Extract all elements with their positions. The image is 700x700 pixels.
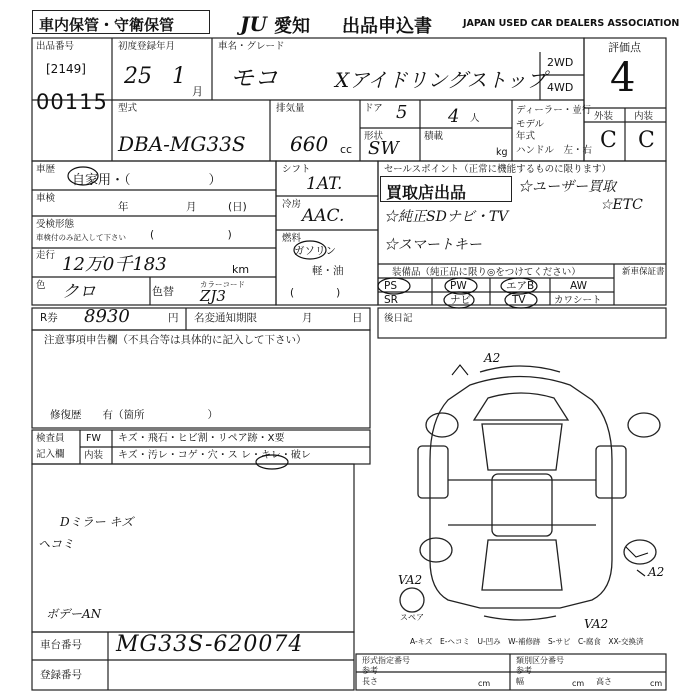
first-reg-month: 1 — [172, 64, 186, 89]
ju-logo: JU — [240, 12, 267, 36]
inspection-month: 月 — [186, 201, 197, 213]
fw-head: FW — [86, 433, 101, 444]
receive-label: 受検形態 — [36, 219, 75, 230]
org-name: 愛知 — [274, 16, 310, 37]
form-title: 出品申込書 — [342, 16, 432, 37]
cm-3: cm — [650, 679, 663, 688]
recycle-label: R券 — [40, 312, 58, 324]
warranty-label: 新車保証書 — [622, 267, 665, 277]
displacement-label: 排気量 — [276, 103, 305, 114]
interior-items: キズ・汚レ・コゲ・穴・ス レ・キレ・破レ — [118, 450, 311, 461]
fuel-v1: ガソリン — [294, 245, 336, 257]
model-value: DBA-MG33S — [118, 132, 246, 156]
month-unit: 月 — [192, 85, 203, 98]
fuel-label: 燃料 — [282, 233, 302, 244]
mileage-label: 走行 — [36, 250, 56, 261]
fw-items: キズ・飛石・ヒビ割・リペア跡・X要 — [118, 433, 285, 444]
equip-airbag: エアB — [506, 280, 535, 292]
hand-note-1: Dミラー キズ — [60, 515, 134, 529]
int-label: 内装 — [634, 111, 654, 122]
load-label: 積載 — [424, 131, 444, 142]
receive-sub: 車検付のみ記入して下さい — [36, 233, 126, 242]
history-value: 自家用・（ ） — [72, 173, 222, 188]
name-change-month: 月 — [302, 312, 313, 324]
owner-notes-label: 後日記 — [384, 313, 413, 324]
chassis-value: MG33S-620074 — [116, 632, 304, 657]
equip-aw: AW — [570, 280, 587, 292]
cm-2: cm — [572, 679, 585, 688]
color-value: クロ — [62, 282, 96, 302]
ext-grade: C — [600, 128, 617, 153]
inspection-year: 年 — [118, 201, 129, 213]
body-value: SW — [368, 138, 399, 159]
inspection-end: (日) — [228, 201, 247, 213]
equip-ps: PS — [384, 280, 397, 292]
ext-label: 外装 — [594, 111, 614, 122]
len-label: 長さ — [362, 677, 378, 686]
sales-highlight: 買取店出品 — [386, 183, 467, 202]
class-no-ref: 参考 — [516, 666, 532, 675]
form-title-en: JAPAN USED CAR DEALERS ASSOCIATION — [463, 18, 680, 29]
sales-note-2: ☆ETC — [600, 197, 643, 213]
equip-tv: TV — [512, 294, 526, 306]
hand-note-3: ボデーAN — [46, 607, 102, 621]
color-code-label: カラーコード — [200, 280, 245, 289]
inspection-label: 車検 — [36, 193, 56, 204]
width-label: 幅 — [516, 677, 524, 686]
rating-score: 4 — [610, 55, 636, 101]
inspector-label-1: 検査員 — [36, 433, 65, 444]
chassis-label: 車台番号 — [40, 639, 82, 651]
sales-highlight-box — [380, 176, 512, 202]
inspector-label-2: 記入欄 — [36, 449, 65, 460]
plate-label: 登録番号 — [40, 669, 82, 681]
recycle-value: 8930 — [84, 306, 130, 327]
doc-type: 車内保管・守衛保管 — [39, 16, 175, 34]
hand-note-2: ヘコミ — [38, 537, 75, 551]
car-grade: Xアイドリングストップ — [335, 68, 547, 92]
load-unit: kg — [496, 147, 508, 158]
receive-paren: ( ) — [150, 229, 232, 241]
model-label: 型式 — [118, 103, 138, 114]
doors-label: ドア — [364, 103, 383, 114]
displacement-value: 660 — [290, 132, 329, 156]
ac-value: AAC. — [302, 206, 345, 226]
dealer-label: ディーラー・並行 — [516, 105, 592, 116]
equip-pw: PW — [450, 280, 467, 292]
drive-4wd: 4WD — [547, 81, 574, 94]
spare-label: スペア — [400, 613, 424, 622]
lot-number: 00115 — [36, 90, 108, 114]
dealer-year-label: 年式 — [516, 131, 536, 142]
recycle-unit: 円 — [168, 312, 179, 324]
shift-label: シフト — [282, 164, 311, 175]
class-no-label: 類別区分番号 — [516, 656, 564, 665]
color-change-label: 色替 — [152, 285, 174, 298]
name-change-day: 日 — [352, 312, 363, 324]
lot-label: 出品番号 — [36, 41, 75, 52]
rating-label: 評価点 — [608, 41, 641, 54]
color-label: 色 — [36, 280, 46, 291]
damage-mark-front: A2 — [484, 351, 501, 365]
handle-label: ハンドル 左・右 — [516, 145, 593, 156]
name-change-label: 名変通知期限 — [194, 312, 257, 324]
damage-mark-rear: VA2 — [584, 617, 609, 631]
mileage-unit: km — [232, 263, 250, 276]
first-reg-year: 25 — [124, 64, 152, 89]
lot-code: [2149] — [46, 62, 86, 76]
height-label: 高さ — [596, 677, 612, 686]
form-no-ref: 参考 — [362, 666, 378, 675]
damage-mark-right: A2 — [648, 565, 665, 579]
doors-value: 5 — [396, 102, 408, 123]
fuel-v2: 軽・油 — [312, 265, 344, 277]
displacement-unit: cc — [340, 143, 353, 156]
color-code: ZJ3 — [200, 287, 226, 305]
doc-type-box — [32, 10, 210, 34]
seats-unit: 人 — [470, 113, 480, 124]
damage-mark-rear-left: VA2 — [398, 573, 423, 587]
notes-label: 注意事項申告欄（不具合等は具体的に記入して下さい） — [44, 334, 307, 346]
dealer-model-label: モデル — [516, 119, 545, 130]
form-no-label: 形式指定番号 — [362, 656, 410, 665]
equip-leather: カワシート — [554, 295, 602, 306]
interior-head: 内装 — [84, 450, 104, 461]
equip-navi: ナビ — [450, 294, 471, 306]
ac-label: 冷房 — [282, 199, 302, 210]
sales-note-4: ☆スマートキー — [384, 237, 482, 253]
mileage-value: 12万0千183 — [62, 254, 167, 275]
shift-value: 1AT. — [306, 174, 343, 194]
car-name-label: 車名・グレード — [218, 41, 285, 52]
equip-sr: SR — [384, 294, 398, 306]
sales-note-3: ☆純正SDナビ・TV — [384, 209, 509, 225]
damage-legend: A-キズ E-ヘコミ U-凹み W-補修跡 S-サビ C-腐食 XX-交換済 — [410, 637, 644, 646]
fuel-paren: ( ) — [290, 287, 341, 299]
int-grade: C — [638, 128, 655, 153]
first-reg-label: 初度登録年月 — [118, 41, 176, 52]
cm-1: cm — [478, 679, 491, 688]
drive-2wd: 2WD — [547, 56, 574, 69]
seats-value: 4 — [448, 106, 460, 127]
car-maker: モコ — [230, 64, 278, 92]
equipment-label: 装備品（純正品に限り◎をつけてください） — [392, 267, 581, 278]
repair-label: 修復歴 有（箇所 ） — [50, 409, 218, 421]
history-label: 車歴 — [36, 164, 56, 175]
sales-note-1: ☆ユーザー買取 — [518, 179, 616, 195]
sales-point-label: セールスポイント（正常に機能するものに限ります） — [384, 164, 612, 175]
body-label: 形状 — [364, 131, 384, 142]
